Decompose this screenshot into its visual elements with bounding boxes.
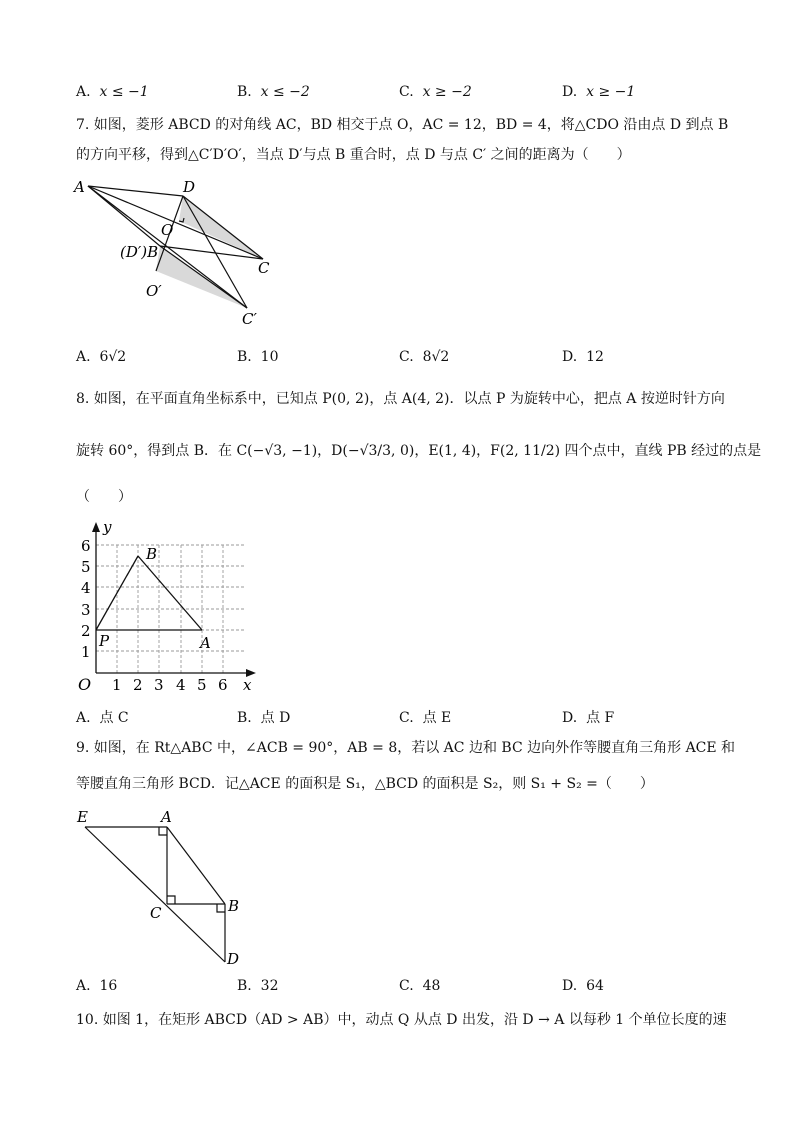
q7-option-a: A. 6√2 bbox=[76, 349, 127, 365]
q7-option-d: D. 12 bbox=[562, 349, 604, 365]
q9-label-c: C bbox=[150, 904, 162, 922]
q8-x-tick-labels bbox=[112, 676, 228, 694]
q7-label-d: D bbox=[183, 178, 196, 196]
q8-label-b: B bbox=[146, 545, 158, 563]
q9-text-line1: 9. 如图，在 Rt△ABC 中，∠ACB = 90°，AB = 8，若以 AC 边和 BC 边向外作等腰直角三角形 ACE 和 bbox=[76, 740, 736, 756]
q6-option-b: B. x ≤ −2 bbox=[237, 84, 310, 100]
q9-figure bbox=[70, 805, 250, 970]
q7-label-o: O bbox=[161, 221, 174, 239]
q9-option-a: A. 16 bbox=[76, 978, 118, 994]
q7-label-db: (D′)B bbox=[120, 243, 159, 261]
q8-label-y: y bbox=[103, 518, 112, 536]
q7-figure bbox=[70, 172, 280, 332]
q6-option-d: D. x ≥ −1 bbox=[562, 84, 636, 100]
q9-label-a: A bbox=[161, 808, 172, 826]
q8-option-d: D. 点 F bbox=[562, 710, 615, 726]
x-tick-label: 1 bbox=[112, 676, 122, 694]
q8-label-a: A bbox=[200, 634, 211, 652]
q8-grid bbox=[96, 545, 244, 673]
y-tick-label: 3 bbox=[81, 601, 91, 619]
q8-text-line3: （ ） bbox=[76, 489, 132, 505]
q6-option-c: C. x ≥ −2 bbox=[399, 84, 472, 100]
q9-option-d: D. 64 bbox=[562, 978, 604, 994]
x-tick-label: 6 bbox=[218, 676, 228, 694]
right-angle-mark-c bbox=[167, 896, 175, 904]
q9-label-b: B bbox=[228, 897, 240, 915]
q7-label-a: A bbox=[74, 178, 85, 196]
q9-label-e: E bbox=[77, 808, 88, 826]
y-axis-arrow-icon bbox=[92, 522, 100, 532]
q10-text-line1: 10. 如图 1，在矩形 ABCD（AD > AB）中，动点 Q 从点 D 出发，沿 D → A 以每秒 1 个单位长度的速 bbox=[76, 1012, 727, 1028]
q8-text-line1: 8. 如图，在平面直角坐标系中，已知点 P(0, 2)，点 A(4, 2)．以点 P 为旋转中心，把点 A 按逆时针方向 bbox=[76, 391, 725, 407]
q8-option-b: B. 点 D bbox=[237, 710, 291, 726]
q7-label-c-prime: C′ bbox=[242, 310, 257, 328]
y-tick-label: 6 bbox=[81, 537, 91, 555]
x-tick-label: 5 bbox=[197, 676, 207, 694]
y-tick-label: 2 bbox=[81, 622, 91, 640]
x-tick-label: 4 bbox=[176, 676, 186, 694]
q9-option-c: C. 48 bbox=[399, 978, 441, 994]
q7-text-line1: 7. 如图，菱形 ABCD 的对角线 AC，BD 相交于点 O，AC = 12，BD = 4，将△CDO 沿由点 D 到点 B bbox=[76, 117, 729, 133]
q8-option-c: C. 点 E bbox=[399, 710, 452, 726]
q8-text-line2: 旋转 60°，得到点 B．在 C(−√3, −1)，D(−√3/3, 0)，E(1, 4)，F(2, 11/2) 四个点中，直线 PB 经过的点是 bbox=[76, 443, 762, 459]
q9-label-d: D bbox=[227, 950, 240, 968]
q9-option-b: B. 32 bbox=[237, 978, 279, 994]
q8-y-tick-labels bbox=[81, 537, 91, 661]
q8-coordinate-figure bbox=[70, 520, 260, 698]
q7-text-line2: 的方向平移，得到△C′D′O′，当点 D′与点 B 重合时，点 D 与点 C′ 之间的距离为（ ） bbox=[76, 147, 631, 163]
q8-label-origin: O bbox=[78, 675, 92, 694]
x-tick-label: 2 bbox=[133, 676, 143, 694]
right-angle-mark-b bbox=[217, 904, 225, 912]
q8-label-p: P bbox=[99, 632, 110, 650]
q7-label-c: C bbox=[258, 259, 270, 277]
q9-text-line2: 等腰直角三角形 BCD．记△ACE 的面积是 S₁，△BCD 的面积是 S₂，则 S₁ + S₂ =（ ） bbox=[76, 776, 654, 792]
q6-option-a: A. x ≤ −1 bbox=[76, 84, 149, 100]
q8-option-a: A. 点 C bbox=[76, 710, 129, 726]
right-angle-mark-a bbox=[159, 827, 167, 835]
y-tick-label: 4 bbox=[81, 579, 91, 597]
x-tick-label: 3 bbox=[154, 676, 164, 694]
y-tick-label: 1 bbox=[81, 643, 91, 661]
y-tick-label: 5 bbox=[81, 558, 91, 576]
q7-label-o-prime: O′ bbox=[146, 282, 162, 300]
q8-label-x: x bbox=[243, 676, 252, 694]
q7-option-b: B. 10 bbox=[237, 349, 279, 365]
q7-option-c: C. 8√2 bbox=[399, 349, 450, 365]
